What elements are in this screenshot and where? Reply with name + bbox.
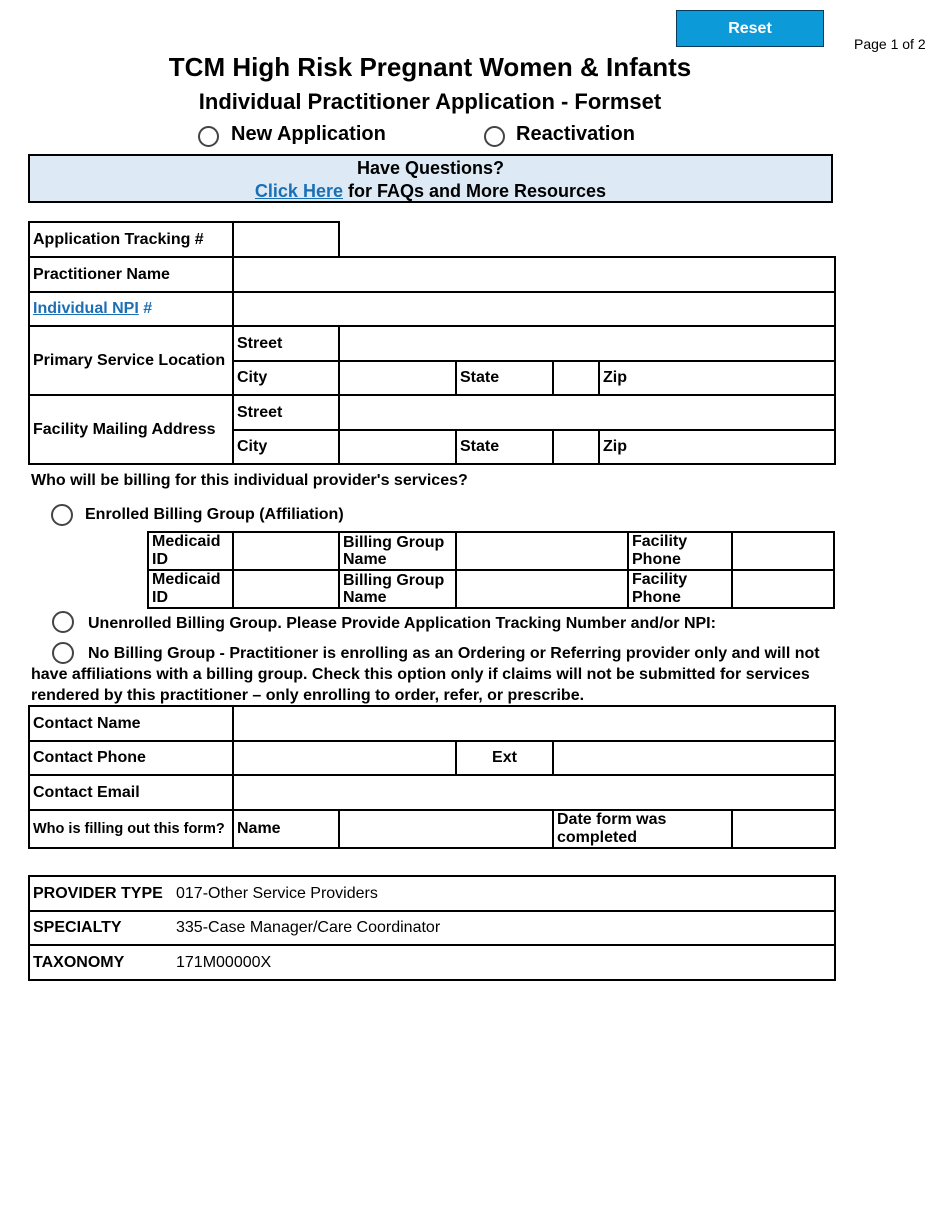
- medicaid-id-input[interactable]: [233, 532, 339, 570]
- primary-city-input[interactable]: [339, 361, 456, 395]
- unenrolled-billing-label: Unenrolled Billing Group. Please Provide Application Tracking Number and/or NPI:: [88, 615, 716, 632]
- provider-type-value: 017-Other Service Providers: [173, 876, 835, 911]
- primary-zip-label: Zip: [599, 361, 835, 395]
- npi-link[interactable]: Individual NPI: [33, 300, 139, 317]
- ext-label: Ext: [456, 741, 553, 775]
- provider-type-label: PROVIDER TYPE: [29, 876, 173, 911]
- npi-input[interactable]: [233, 292, 835, 326]
- date-completed-input[interactable]: [732, 810, 835, 848]
- contact-table: [28, 705, 836, 849]
- medicaid-id-input[interactable]: [233, 570, 339, 608]
- contact-name-input[interactable]: [233, 706, 835, 741]
- primary-city-label: City: [233, 361, 339, 395]
- tracking-input[interactable]: [233, 222, 339, 257]
- faq-link[interactable]: Click Here: [254, 181, 343, 201]
- primary-state-label: State: [456, 361, 553, 395]
- mailing-address-label: Facility Mailing Address: [29, 395, 233, 464]
- filler-name-input[interactable]: [339, 810, 553, 848]
- practitioner-name-input[interactable]: [233, 257, 835, 292]
- date-completed-label: Date form was completed: [553, 810, 732, 848]
- primary-street-input[interactable]: [339, 326, 835, 361]
- billing-group-name-input[interactable]: [456, 532, 628, 570]
- billing-group-name-input[interactable]: [456, 570, 628, 608]
- practitioner-table: [28, 221, 836, 465]
- facility-phone-input[interactable]: [732, 532, 834, 570]
- practitioner-name-label: Practitioner Name: [29, 257, 233, 292]
- billing-group-name-label: Billing Group Name: [339, 570, 456, 608]
- contact-phone-input[interactable]: [233, 741, 456, 775]
- faq-link-suffix: for FAQs and More Resources: [342, 181, 607, 201]
- reset-button[interactable]: Reset: [676, 10, 824, 47]
- ext-input[interactable]: [553, 741, 835, 775]
- primary-street-label: Street: [233, 326, 339, 361]
- enrolled-billing-radio[interactable]: [51, 504, 73, 526]
- facility-phone-label: Facility Phone: [628, 570, 732, 608]
- reactivation-radio[interactable]: [484, 126, 505, 147]
- contact-email-input[interactable]: [233, 775, 835, 810]
- specialty-value: 335-Case Manager/Care Coordinator: [173, 911, 835, 945]
- form-subtitle: Individual Practitioner Application - Formset: [198, 89, 662, 114]
- form-filler-label: Who is filling out this form?: [29, 810, 233, 848]
- contact-email-label: Contact Email: [29, 775, 233, 810]
- taxonomy-label: TAXONOMY: [29, 945, 173, 980]
- primary-location-label: Primary Service Location: [29, 326, 233, 395]
- questions-heading: Have Questions?: [356, 158, 505, 178]
- facility-phone-label: Facility Phone: [628, 532, 732, 570]
- enrolled-billing-label: Enrolled Billing Group (Affiliation): [85, 506, 344, 523]
- reactivation-label: Reactivation: [516, 123, 635, 145]
- primary-state-input[interactable]: [553, 361, 599, 395]
- no-billing-label: No Billing Group - Practitioner is enrolling as an Ordering or Referring provider only and will not have affiliations with a billing group. Check this option only if claims will not be submitted for services rendered by this practitioner – only enrolling to order, refer, or prescribe.: [31, 645, 820, 704]
- billing-group-table: [147, 531, 835, 609]
- filler-name-label: Name: [233, 810, 339, 848]
- mailing-state-label: State: [456, 430, 553, 464]
- mailing-city-label: City: [233, 430, 339, 464]
- npi-suffix: #: [138, 300, 153, 317]
- billing-question: Who will be billing for this individual provider's services?: [31, 472, 468, 489]
- contact-phone-label: Contact Phone: [29, 741, 233, 775]
- mailing-state-input[interactable]: [553, 430, 599, 464]
- mailing-street-label: Street: [233, 395, 339, 430]
- contact-name-label: Contact Name: [29, 706, 233, 741]
- mailing-city-input[interactable]: [339, 430, 456, 464]
- questions-box: [28, 154, 833, 203]
- taxonomy-value: 171M00000X: [173, 945, 835, 980]
- new-application-radio[interactable]: [198, 126, 219, 147]
- tracking-label: Application Tracking #: [29, 222, 233, 257]
- provider-info-table: [28, 875, 836, 981]
- mailing-street-input[interactable]: [339, 395, 835, 430]
- unenrolled-billing-radio[interactable]: [52, 611, 74, 633]
- mailing-zip-label: Zip: [599, 430, 835, 464]
- facility-phone-input[interactable]: [732, 570, 834, 608]
- new-application-label: New Application: [231, 123, 386, 145]
- medicaid-id-label: Medicaid ID: [148, 570, 233, 608]
- form-title: TCM High Risk Pregnant Women & Infants: [168, 52, 692, 82]
- specialty-label: SPECIALTY: [29, 911, 173, 945]
- medicaid-id-label: Medicaid ID: [148, 532, 233, 570]
- billing-group-name-label: Billing Group Name: [339, 532, 456, 570]
- page-indicator: Page 1 of 2: [854, 36, 926, 52]
